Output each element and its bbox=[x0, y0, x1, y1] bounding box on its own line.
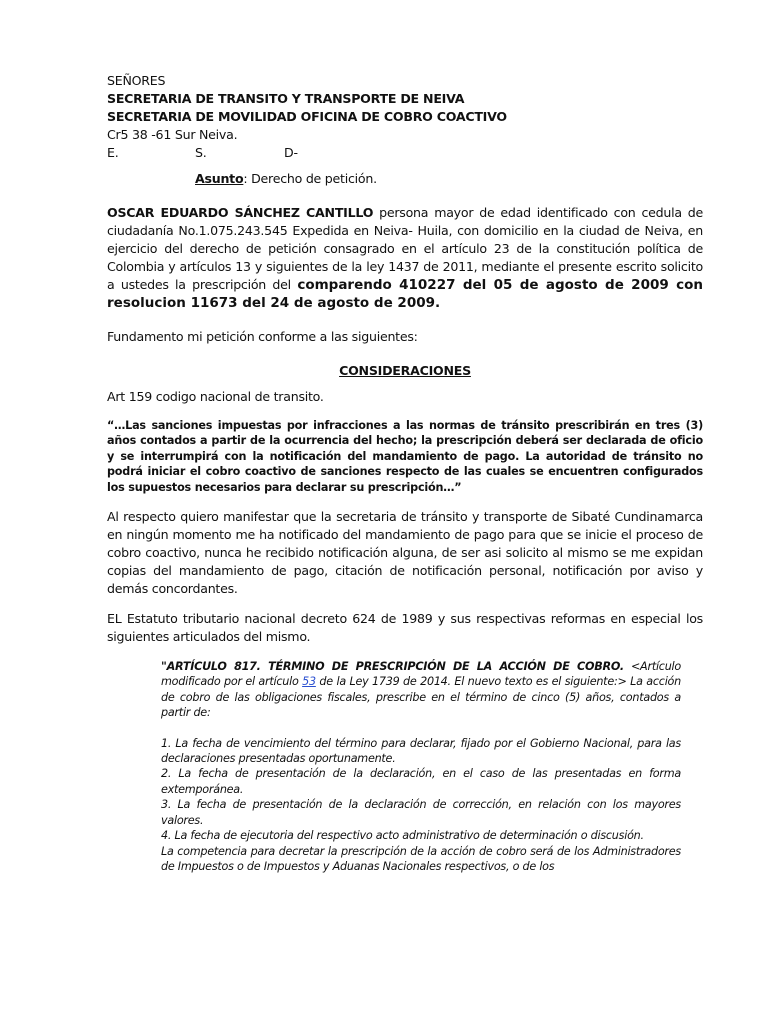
art817-intro-b: de la Ley 1739 de 2014. El nuevo texto es el siguiente:> La acción de cobro de las obligaciones fiscales, prescribe en el término de cinco (5) años, contados a partir de: bbox=[161, 675, 681, 720]
art817-intro bbox=[161, 659, 681, 721]
subject-label: Asunto bbox=[195, 171, 244, 186]
art817-intro-a: <Artículo modificado por el artículo bbox=[161, 660, 682, 689]
respecto-paragraph: Al respecto quiero manifestar que la secretaria de tránsito y transporte de Sibaté Cundinamarca en ningún momento me ha notificado del mandamiento de pago para que se inicie el proceso de cobro coactivo, nunca he recibido notificación alguna, de ser asi solicito al mismo se me expidan copias del mandamiento de pago, citación de notificación personal, notificación por aviso y demás concordantes. bbox=[107, 509, 703, 597]
art817-item-2: 2. La fecha de presentación de la declaración, en el caso de las presentadas en forma extemporánea. bbox=[161, 767, 681, 796]
art159-quote: “…Las sanciones impuestas por infracciones a las normas de tránsito prescribirán en tres (3) años contados a partir de la ocurrencia del hecho; la prescripción deberá ser declarada de oficio y se interrumpirá con la notificación del mandamiento de pago. La autoridad de tránsito no podrá iniciar el cobro coactivo de sanciones respecto de las cuales se encuentren configurados los supuestos necesarios para declarar su prescripción…” bbox=[107, 419, 703, 494]
art817-title: "ARTÍCULO 817. TÉRMINO DE PRESCRIPCIÓN DE LA ACCIÓN DE COBRO. bbox=[161, 660, 624, 674]
comparendo-reference: comparendo 410227 del 05 de agosto de 2009 con resolucion 11673 del 24 de agosto de 2009. bbox=[107, 277, 703, 311]
recipient-line-2: SECRETARIA DE MOVILIDAD OFICINA DE COBRO COACTIVO bbox=[107, 109, 507, 124]
esd-line bbox=[107, 144, 703, 162]
petitioner-name: OSCAR EDUARDO SÁNCHEZ CANTILLO bbox=[107, 205, 374, 220]
estatuto-paragraph: EL Estatuto tributario nacional decreto 624 de 1989 y sus respectivas reformas en especial los siguientes articulados del mismo. bbox=[107, 611, 703, 645]
greeting: SEÑORES bbox=[107, 73, 166, 88]
address: Cr5 38 -61 Sur Neiva. bbox=[107, 127, 238, 142]
intro-text: persona mayor de edad identificado con cedula de ciudadanía No.1.075.243.545 Expedida en Neiva- Huila, con domicilio en la ciudad de Neiva, en ejercicio del derecho de petición consagrado en el artículo 23 de la constitución política de Colombia y artículos 13 y siguientes de la ley 1437 de 2011, mediante el presente escrito solicito a ustedes la prescripción del bbox=[107, 205, 703, 292]
art159-line: Art 159 codigo nacional de transito. bbox=[107, 389, 324, 404]
consideraciones-heading: CONSIDERACIONES bbox=[339, 363, 471, 378]
esd-d: D- bbox=[284, 145, 298, 160]
letter-page bbox=[107, 72, 703, 874]
esd-s: S. bbox=[195, 145, 207, 160]
art817-quote bbox=[161, 659, 681, 874]
art817-competencia: La competencia para decretar la prescripción de la acción de cobro será de los Administradores de Impuestos o de Impuestos y Aduanas Nacionales respectivos, o de los bbox=[161, 844, 681, 873]
fundamento-line: Fundamento mi petición conforme a las siguientes: bbox=[107, 329, 418, 344]
esd-e: E. bbox=[107, 145, 119, 160]
art817-item-4: 4. La fecha de ejecutoria del respectivo acto administrativo de determinación o discusión. bbox=[161, 829, 644, 843]
recipient-line-1: SECRETARIA DE TRANSITO Y TRANSPORTE DE NEIVA bbox=[107, 91, 465, 106]
intro-paragraph bbox=[107, 204, 703, 312]
subject-line bbox=[107, 170, 703, 188]
art817-item-3: 3. La fecha de presentación de la declaración de corrección, en relación con los mayores valores. bbox=[161, 798, 681, 827]
art817-item-1: 1. La fecha de vencimiento del término para declarar, fijado por el Gobierno Nacional, para las declaraciones presentadas oportunamente. bbox=[161, 736, 681, 766]
law-article-link[interactable]: 53 bbox=[302, 675, 316, 689]
subject-text: : Derecho de petición. bbox=[243, 171, 377, 186]
